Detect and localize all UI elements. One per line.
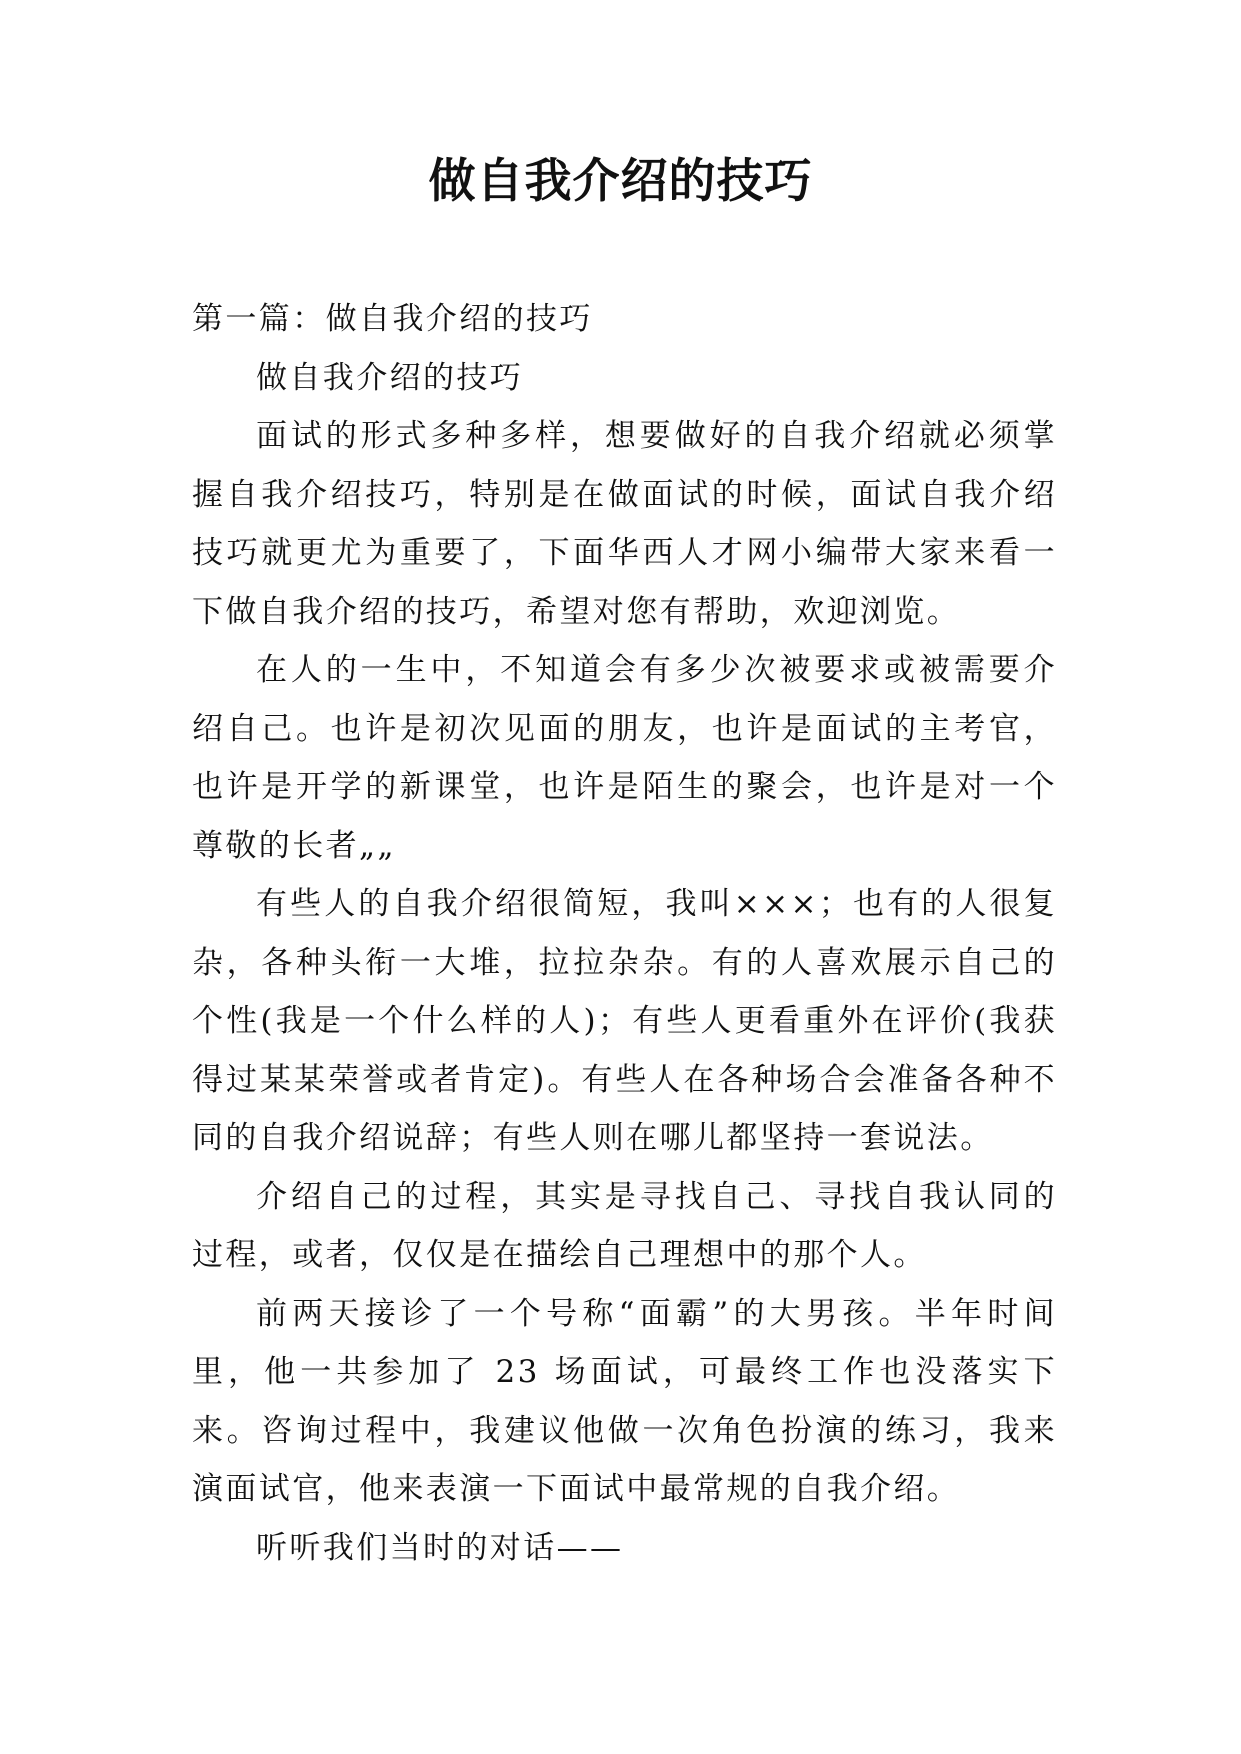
paragraph: 前两天接诊了一个号称“面霸”的大男孩。半年时间里，他一共参加了 23 场面试，可最终工作也没落实下来。咨询过程中，我建议他做一次角色扮演的练习，我来演面试官，他来表演一下面试中最常规的自我介绍。	[192, 1295, 1057, 1507]
paragraph: 听听我们当时的对话——	[256, 1529, 624, 1566]
paragraph-subtitle: 做自我介绍的技巧	[256, 359, 524, 396]
paragraph-section-heading: 第一篇：做自我介绍的技巧	[192, 301, 593, 337]
document-body	[192, 290, 1057, 1577]
paragraph: 在人的一生中，不知道会有多少次被要求或被需要介绍自己。也许是初次见面的朋友，也许是面试的主考官，也许是开学的新课堂，也许是陌生的聚会，也许是对一个尊敬的长者„„	[192, 652, 1057, 864]
paragraph: 有些人的自我介绍很简短，我叫×××；也有的人很复杂，各种头衔一大堆，拉拉杂杂。有的人喜欢展示自己的个性(我是一个什么样的人)；有些人更看重外在评价(我获得过某某荣誉或者肯定)。有些人在各种场合会准备各种不同的自我介绍说辞；有些人则在哪儿都坚持一套说法。	[192, 886, 1057, 1156]
document-title: 做自我介绍的技巧	[428, 154, 813, 209]
paragraph: 面试的形式多种多样，想要做好的自我介绍就必须掌握自我介绍技巧，特别是在做面试的时候，面试自我介绍技巧就更尤为重要了，下面华西人才网小编带大家来看一下做自我介绍的技巧，希望对您有帮助，欢迎浏览。	[192, 418, 1057, 630]
paragraph: 介绍自己的过程，其实是寻找自己、寻找自我认同的过程，或者，仅仅是在描绘自己理想中的那个人。	[192, 1178, 1057, 1273]
